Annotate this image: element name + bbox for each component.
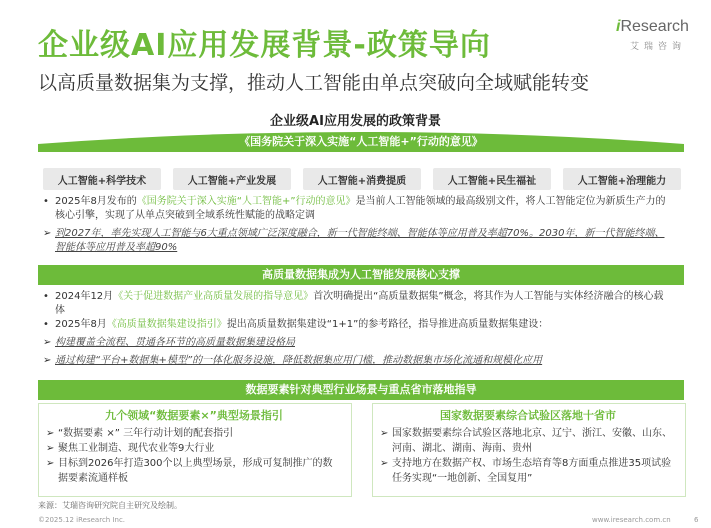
data-quality-band: 高质量数据集成为人工智能发展核心支撑 bbox=[38, 265, 684, 285]
chip-governance: 人工智能+治理能力 bbox=[563, 168, 681, 190]
logo-wordmark bbox=[616, 18, 689, 36]
sub-bullet-text: 构建覆盖全流程、贯通各环节的高质量数据集建设格局 bbox=[55, 337, 295, 348]
list-item bbox=[380, 456, 676, 486]
chevron-right-icon: ➢ bbox=[43, 355, 52, 366]
section1-bullet-1 bbox=[43, 195, 673, 223]
page-title: 企业级AI应用发展背景-政策导向 bbox=[38, 28, 491, 63]
list-item bbox=[46, 441, 342, 456]
section2-bullet-1 bbox=[43, 290, 673, 318]
data-elements-band: 数据要素针对典型行业场景与重点省市落地指导 bbox=[38, 380, 684, 400]
section1-sub-1 bbox=[43, 227, 673, 255]
panel-title: 企业级AI应用发展的政策背景 bbox=[270, 114, 441, 129]
chevron-right-icon: ➢ bbox=[46, 428, 55, 439]
bullet-prefix: 2025年8月 bbox=[55, 319, 107, 330]
bullet-dot-icon: • bbox=[43, 291, 49, 302]
source-note: 来源：艾瑞咨询研究院自主研究及绘制。 bbox=[38, 501, 182, 510]
left-column-title: 九个领域“数据要素×”典型场景指引 bbox=[105, 409, 283, 422]
bullet-dot-icon: • bbox=[43, 196, 49, 207]
bullet-rest: 是当前人工智能领域的最高级别文件，将人工智能定位为新质生产力的核心引擎，实现了从单点突破到全域系统性赋能的战略定调 bbox=[55, 196, 666, 221]
section1-text bbox=[43, 195, 673, 255]
page-number: 6 bbox=[694, 516, 699, 524]
right-column-list bbox=[380, 426, 676, 486]
chevron-right-icon: ➢ bbox=[380, 428, 389, 439]
policy-banner-arch bbox=[38, 128, 684, 152]
list-item bbox=[46, 426, 342, 441]
chip-livelihood: 人工智能+民生福祉 bbox=[433, 168, 551, 190]
website-link[interactable]: www.iresearch.com.cn bbox=[592, 516, 671, 524]
logo-subtitle: 艾瑞咨询 bbox=[630, 42, 687, 52]
list-item-text: “数据要素 ×” 三年行动计划的配套指引 bbox=[58, 428, 234, 439]
policy-doc-title: 《关于促进数据产业高质量发展的指导意见》 bbox=[113, 291, 314, 302]
sub-bullet-text: 通过构建“平台+数据集+模型”的一体化服务设施，降低数据集应用门槛，推动数据集市场化流通和规模化应用 bbox=[55, 355, 543, 366]
list-item bbox=[380, 426, 676, 456]
chevron-right-icon: ➢ bbox=[43, 337, 52, 348]
chip-science: 人工智能+科学技术 bbox=[43, 168, 161, 190]
bullet-prefix: 2025年8月发布的 bbox=[55, 196, 137, 207]
bullet-rest: 提出高质量数据集建设“1+1”的参考路径，指导推进高质量数据集建设： bbox=[226, 319, 549, 330]
right-column-title: 国家数据要素综合试验区落地十省市 bbox=[440, 409, 616, 422]
bullet-dot-icon: • bbox=[43, 319, 49, 330]
section2-sub-1 bbox=[43, 336, 673, 350]
policy-doc-title: 《国务院关于深入实施“人工智能+”行动的意见》 bbox=[136, 196, 356, 207]
list-item bbox=[46, 456, 342, 486]
iresearch-logo bbox=[616, 18, 700, 58]
chevron-right-icon: ➢ bbox=[46, 443, 55, 454]
page-subtitle: 以高质量数据集为支撑，推动人工智能由单点突破向全域赋能转变 bbox=[38, 72, 590, 94]
list-item-text: 国家数据要素综合试验区落地北京、辽宁、浙江、安徽、山东、河南、湖北、湖南、海南、贵州 bbox=[392, 428, 672, 454]
chip-industry: 人工智能+产业发展 bbox=[173, 168, 291, 190]
logo-i: i bbox=[616, 18, 621, 35]
ai-plus-chips bbox=[43, 168, 681, 190]
bullet-prefix: 2024年12月 bbox=[55, 291, 114, 302]
copyright: ©2025.12 iResearch Inc. bbox=[38, 516, 126, 524]
sub-bullet-text: 到2027年，率先实现人工智能与6大重点领域广泛深度融合，新一代智能终端、智能体等应用普及率超70%。2030年，新一代智能终端、智能体等应用普及率超90% bbox=[55, 228, 665, 253]
left-column-list bbox=[46, 426, 342, 486]
section2-sub-2 bbox=[43, 354, 673, 368]
section2-text bbox=[43, 290, 673, 368]
logo-research: Research bbox=[620, 18, 689, 35]
list-item-text: 聚焦工业制造、现代农业等9大行业 bbox=[58, 443, 215, 454]
policy-doc-title: 《高质量数据集建设指引》 bbox=[106, 319, 227, 330]
chip-consumption: 人工智能+消费提质 bbox=[303, 168, 421, 190]
chevron-right-icon: ➢ bbox=[46, 458, 55, 469]
list-item-text: 目标到2026年打造300个以上典型场景，形成可复制推广的数据要素流通样板 bbox=[58, 458, 333, 484]
chevron-right-icon: ➢ bbox=[43, 228, 52, 239]
bullet-rest: 首次明确提出“高质量数据集”概念，将其作为人工智能与实体经济融合的核心载体 bbox=[55, 291, 664, 316]
section2-bullet-2 bbox=[43, 318, 673, 332]
chevron-right-icon: ➢ bbox=[380, 458, 389, 469]
policy-banner-text: 《国务院关于深入实施“人工智能+”行动的意见》 bbox=[239, 135, 483, 148]
list-item-text: 支持地方在数据产权、市场生态培育等8方面重点推进35项试验任务实现“一地创新、全国复用” bbox=[392, 458, 672, 484]
